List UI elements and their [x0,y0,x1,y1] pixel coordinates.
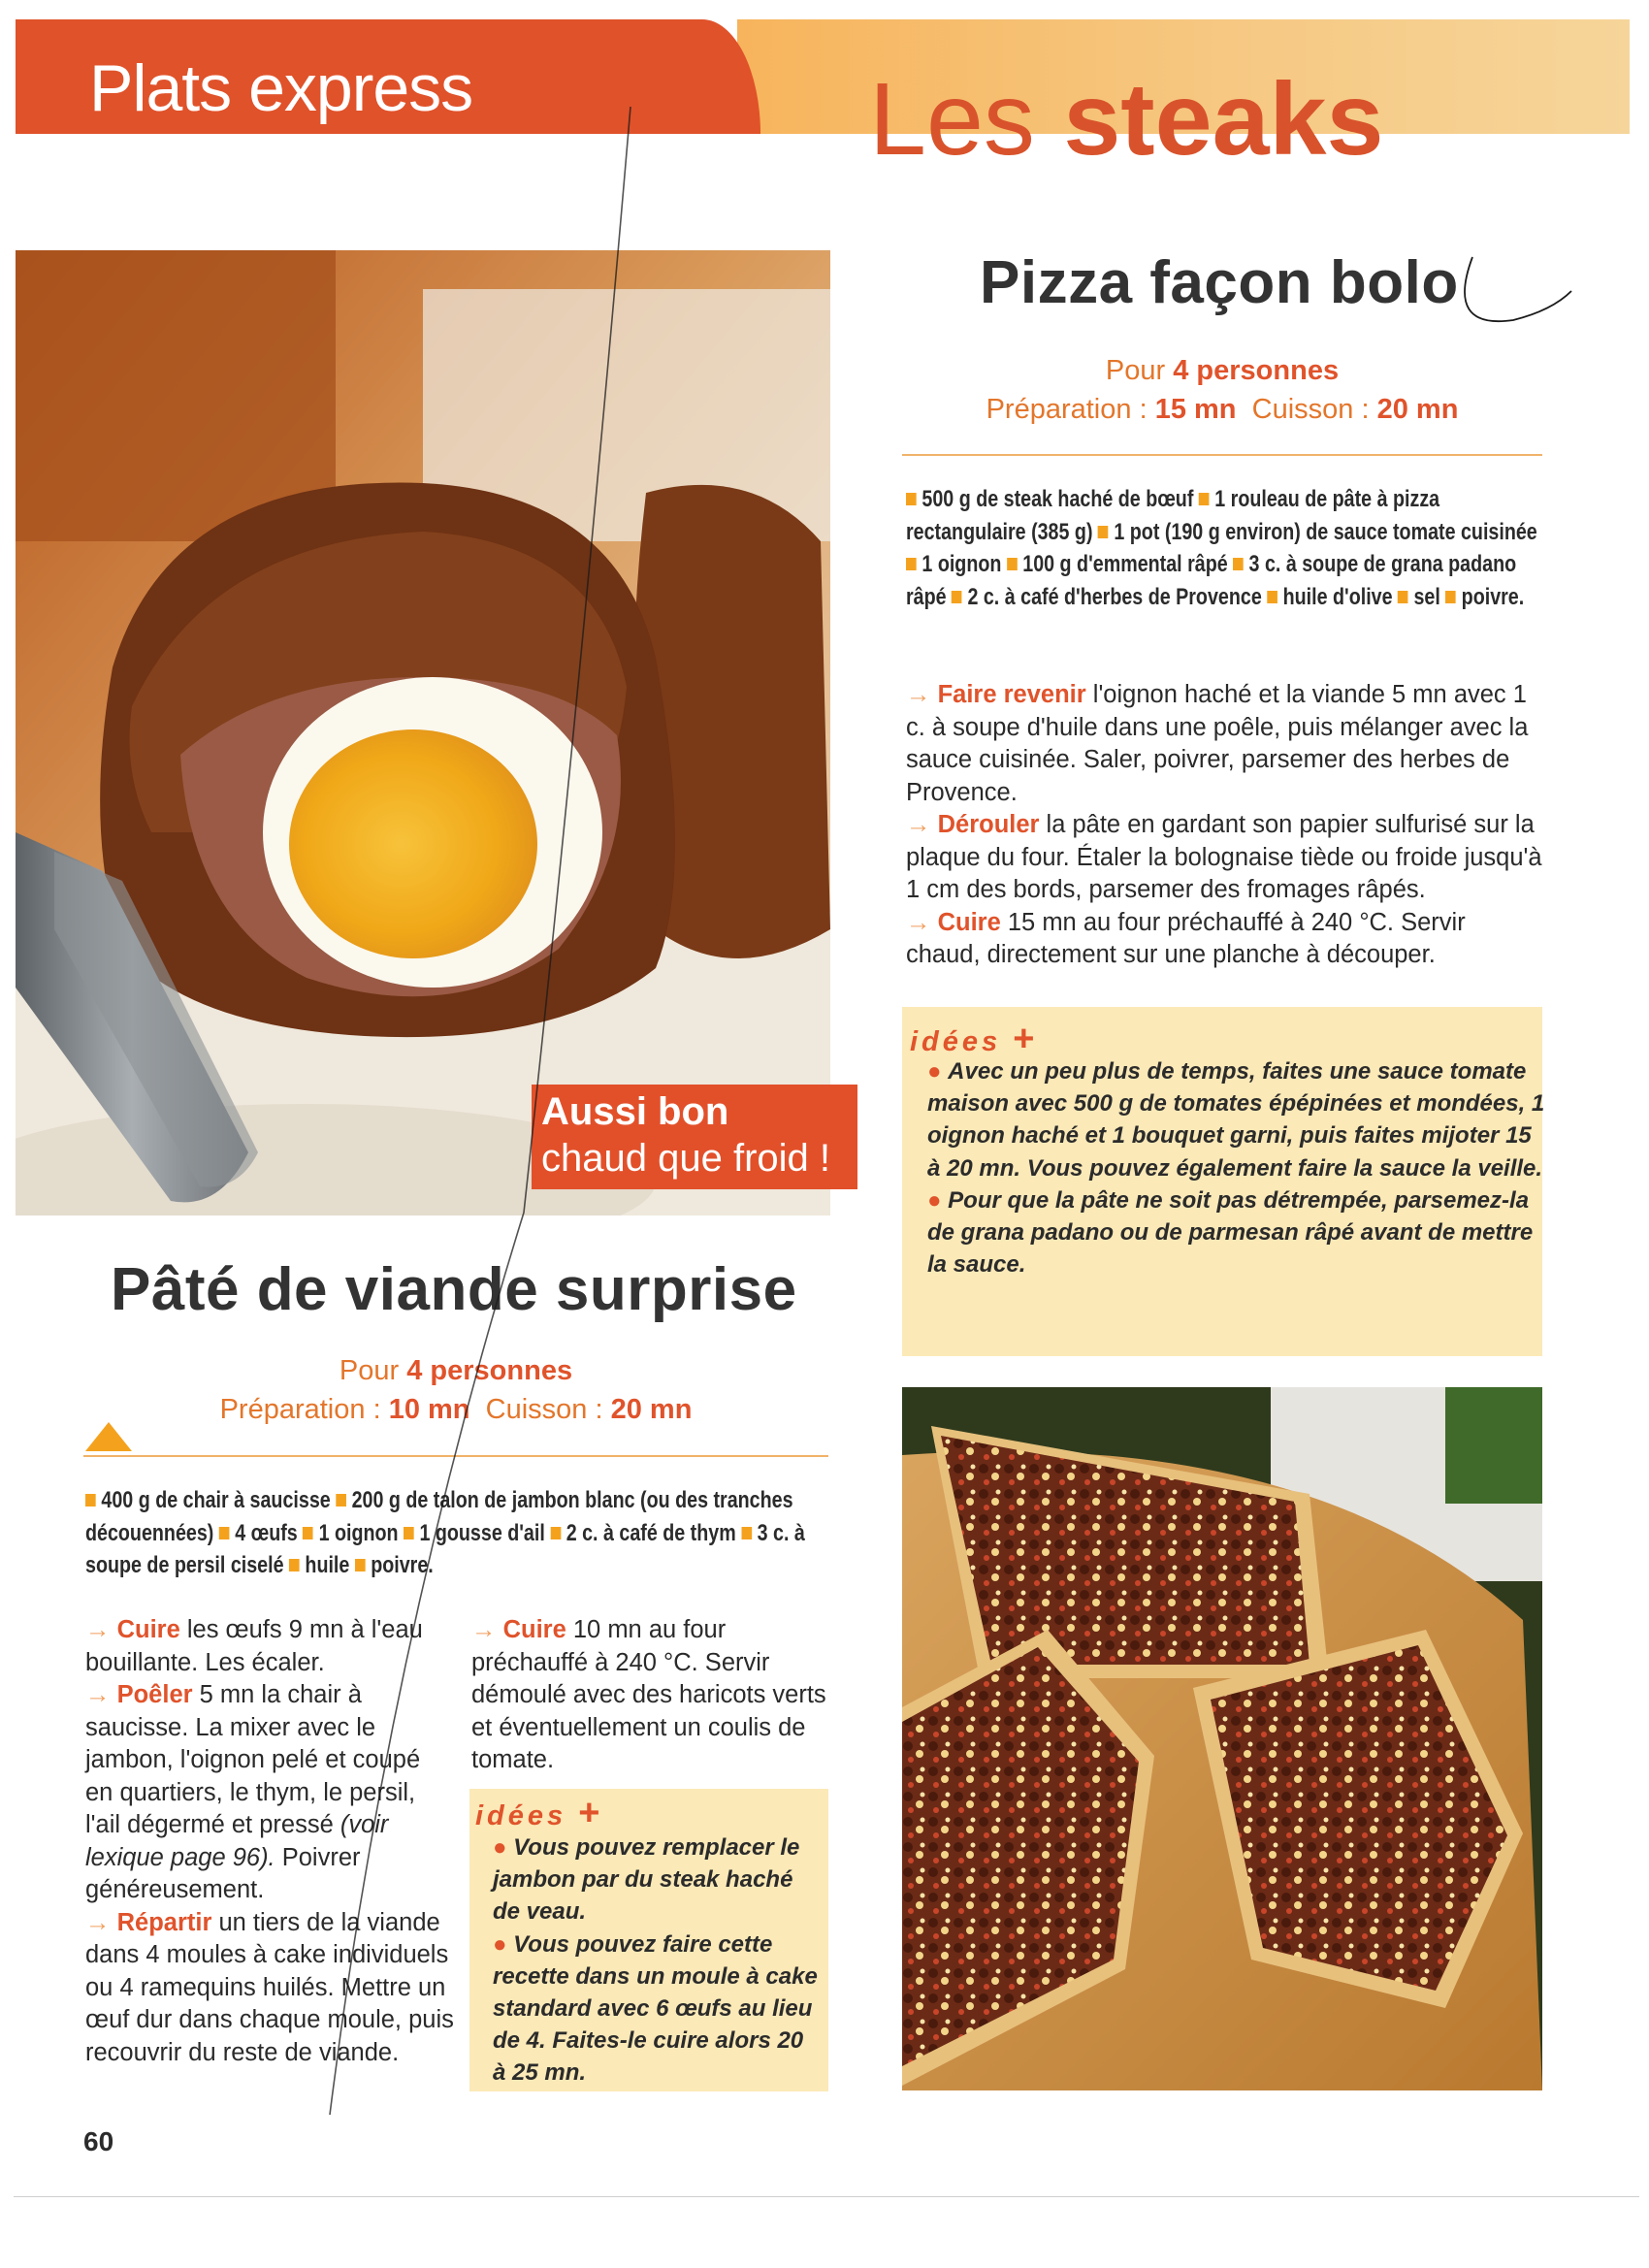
step-verb: Faire revenir [937,681,1086,708]
ingredient-item: 1 rouleau de pâte à pizza rectangulaire (385 g) [906,486,1440,545]
pate-recipe-title: Pâté de viande surprise [111,1256,797,1323]
bullet-square-icon [550,1527,561,1539]
pizza-servings-label: Pour [1105,355,1166,386]
bullet-dot-icon: ● [493,1930,514,1958]
recipe-step [906,809,1546,907]
bullet-square-icon [952,591,962,603]
pate-prep-value: 10 mn [388,1394,470,1425]
idea-item [493,1831,823,1928]
ingredient-item: poivre. [1461,583,1525,610]
section-label: Plats express [89,51,473,125]
recipe-step [85,1614,454,1679]
pate-ingredients [85,1484,825,1582]
page-title-main: steaks [1063,62,1384,177]
arrow-right-icon: → [85,1908,117,1936]
recipe-step [906,907,1546,972]
step-text: l'oignon haché et la viande 5 mn avec 1 c. à soupe d'huile dans une poêle, puis mélanger avec la sauce cuisinée. Saler, poivrer, parsemer des herbes de Provence. [906,681,1529,806]
bullet-square-icon [906,493,917,505]
idea-text: Vous pouvez remplacer le jambon par du steak haché de veau. [493,1834,800,1926]
recipe-step [85,1679,454,1907]
pate-steps-col1 [85,1614,454,2069]
plus-icon: + [1013,1019,1035,1059]
bullet-square-icon [404,1527,414,1539]
pate-steps-col2 [471,1614,830,1777]
recipe-step [906,679,1546,809]
ingredient-item: 3 c. à soupe de persil ciselé [85,1519,805,1578]
ingredient-item: 100 g d'emmental râpé [1022,551,1228,577]
bullet-square-icon [1199,493,1210,505]
pate-cook-label: Cuisson : [485,1394,603,1425]
bullet-square-icon [355,1559,366,1571]
photo-caption-line1: Aussi bon [541,1090,729,1133]
pizza-cook-value: 20 mn [1376,394,1459,425]
pizza-ideas-list [927,1055,1548,1280]
ingredient-item: 3 c. à soupe de grana padano râpé [906,551,1517,610]
ingredient-item: 4 œufs [235,1519,298,1546]
pate-recipe-meta [97,1351,815,1429]
bullet-square-icon [906,558,917,570]
page-bottom-rule [14,2196,1639,2197]
bullet-square-icon [219,1527,230,1539]
ingredient-item: huile d'olive [1282,583,1393,610]
step-text: la pâte en gardant son papier sulfurisé sur la plaque du four. Étaler la bolognaise tiède ou froide jusqu'à 1 cm des bords, parsemer des fromages râpés. [906,811,1542,903]
pizza-photo [902,1387,1542,2090]
step-text: 15 mn au four préchauffé à 240 °C. Servir chaud, directement sur une planche à découper. [906,908,1466,968]
triangle-icon [85,1422,132,1451]
ingredient-item: 400 g de chair à saucisse [101,1487,331,1513]
pizza-prep-value: 15 mn [1154,394,1237,425]
bullet-square-icon [336,1494,346,1507]
page-number: 60 [83,2126,114,2156]
idea-text: Avec un peu plus de temps, faites une sauce tomate maison avec 500 g de tomates épépinées et mondées, 1 oignon haché et 1 bouquet garni, puis faites mijoter 15 à 20 mn. Vous pouvez également faire la sauce la veille. [927,1058,1545,1182]
arrow-right-icon: → [471,1616,503,1643]
arrow-right-icon: → [85,1616,117,1643]
bullet-square-icon [1007,558,1018,570]
bullet-square-icon [1098,526,1109,538]
pizza-prep-label: Préparation : [986,394,1148,425]
step-verb: Poêler [116,1681,193,1708]
bullet-square-icon [289,1559,300,1571]
step-text: 10 mn au four préchauffé à 240 °C. Servir démoulé avec des haricots verts et éventuellement un coulis de tomate. [471,1616,826,1773]
step-verb: Cuire [116,1616,180,1643]
ingredient-item: poivre. [371,1552,434,1578]
idea-item [927,1184,1548,1281]
bullet-square-icon [741,1527,752,1539]
pizza-recipe-meta [902,351,1542,429]
bullet-square-icon [1445,591,1456,603]
photo-caption-line2: chaud que froid ! [541,1137,830,1180]
pizza-servings-value: 4 personnes [1173,355,1340,386]
ingredient-item: 1 gousse d'ail [419,1519,545,1546]
bullet-dot-icon: ● [493,1834,514,1861]
step-text: un tiers de la viande dans 4 moules à cake individuels ou 4 ramequins huilés. Mettre un œuf dur dans chaque moule, puis recouvrir du reste de viande. [85,1908,454,2066]
step-text: 5 mn la chair à saucisse. La mixer avec le jambon, l'oignon pelé et coupé en quartiers, le thym, le persil, l'ail dégermé et pressé [85,1681,421,1838]
step-verb: Cuire [937,908,1001,936]
bullet-square-icon [1398,591,1408,603]
pizza-divider [902,454,1542,456]
ingredient-item: 1 pot (190 g environ) de sauce tomate cuisinée [1114,518,1537,545]
idea-item [493,1928,823,2090]
meatloaf-photo [16,250,830,1215]
bullet-square-icon [85,1494,96,1507]
pizza-ideas-title: idées [910,1026,1002,1057]
pizza-steps [906,679,1546,972]
ingredient-item: huile [305,1552,350,1578]
recipe-step [471,1614,830,1777]
recipe-step [85,1907,454,2070]
step-verb: Cuire [502,1616,566,1643]
step-verb: Dérouler [937,811,1040,838]
idea-text: Pour que la pâte ne soit pas détrempée, parsemez-la de grana padano ou de parmesan râpé avant de mettre la sauce. [927,1186,1534,1279]
bullet-dot-icon: ● [927,1186,949,1214]
pate-cook-value: 20 mn [610,1394,693,1425]
pate-prep-label: Préparation : [219,1394,381,1425]
idea-item [927,1055,1548,1184]
step-text: les œufs 9 mn à l'eau bouillante. Les écaler. [85,1616,423,1676]
ingredient-item: 200 g de talon de jambon blanc (ou des tranches découennées) [85,1487,793,1546]
step-text-after: Poivrer généreusement. [85,1843,361,1903]
bullet-square-icon [1233,558,1244,570]
bullet-square-icon [303,1527,313,1539]
pizza-recipe-title: Pizza façon bolo [980,249,1459,316]
page-title-prefix: Les [869,62,1035,177]
page-title [869,62,1384,177]
pizza-ingredients [906,483,1542,613]
ingredient-item: 2 c. à café de thym [566,1519,736,1546]
bullet-dot-icon: ● [927,1058,949,1085]
ingredient-item: 500 g de steak haché de bœuf [922,486,1194,512]
idea-text: Vous pouvez faire cette recette dans un moule à cake standard avec 6 œufs au lieu de 4. Faites-le cuire alors 20 à 25 mn. [493,1930,818,2087]
ingredient-item: 1 oignon [318,1519,399,1546]
pate-ideas-heading [475,1793,599,1834]
pizza-cook-label: Cuisson : [1251,394,1370,425]
step-reference: (voir lexique page 96). [85,1811,389,1871]
pate-servings-label: Pour [339,1355,400,1386]
pate-ideas-list [493,1831,823,2090]
ingredient-item: 2 c. à café d'herbes de Provence [967,583,1262,610]
pate-divider [83,1455,828,1457]
ingredient-item: 1 oignon [922,551,1002,577]
pizza-ideas-heading [910,1019,1034,1060]
arrow-right-icon: → [906,681,938,708]
plus-icon: + [578,1793,600,1833]
bullet-square-icon [1267,591,1277,603]
arrow-right-icon: → [85,1681,117,1708]
step-verb: Répartir [116,1908,212,1936]
arrow-right-icon: → [906,811,938,838]
pate-ideas-title: idées [475,1800,567,1831]
arrow-right-icon: → [906,908,938,936]
ingredient-item: sel [1413,583,1440,610]
pate-servings-value: 4 personnes [406,1355,573,1386]
